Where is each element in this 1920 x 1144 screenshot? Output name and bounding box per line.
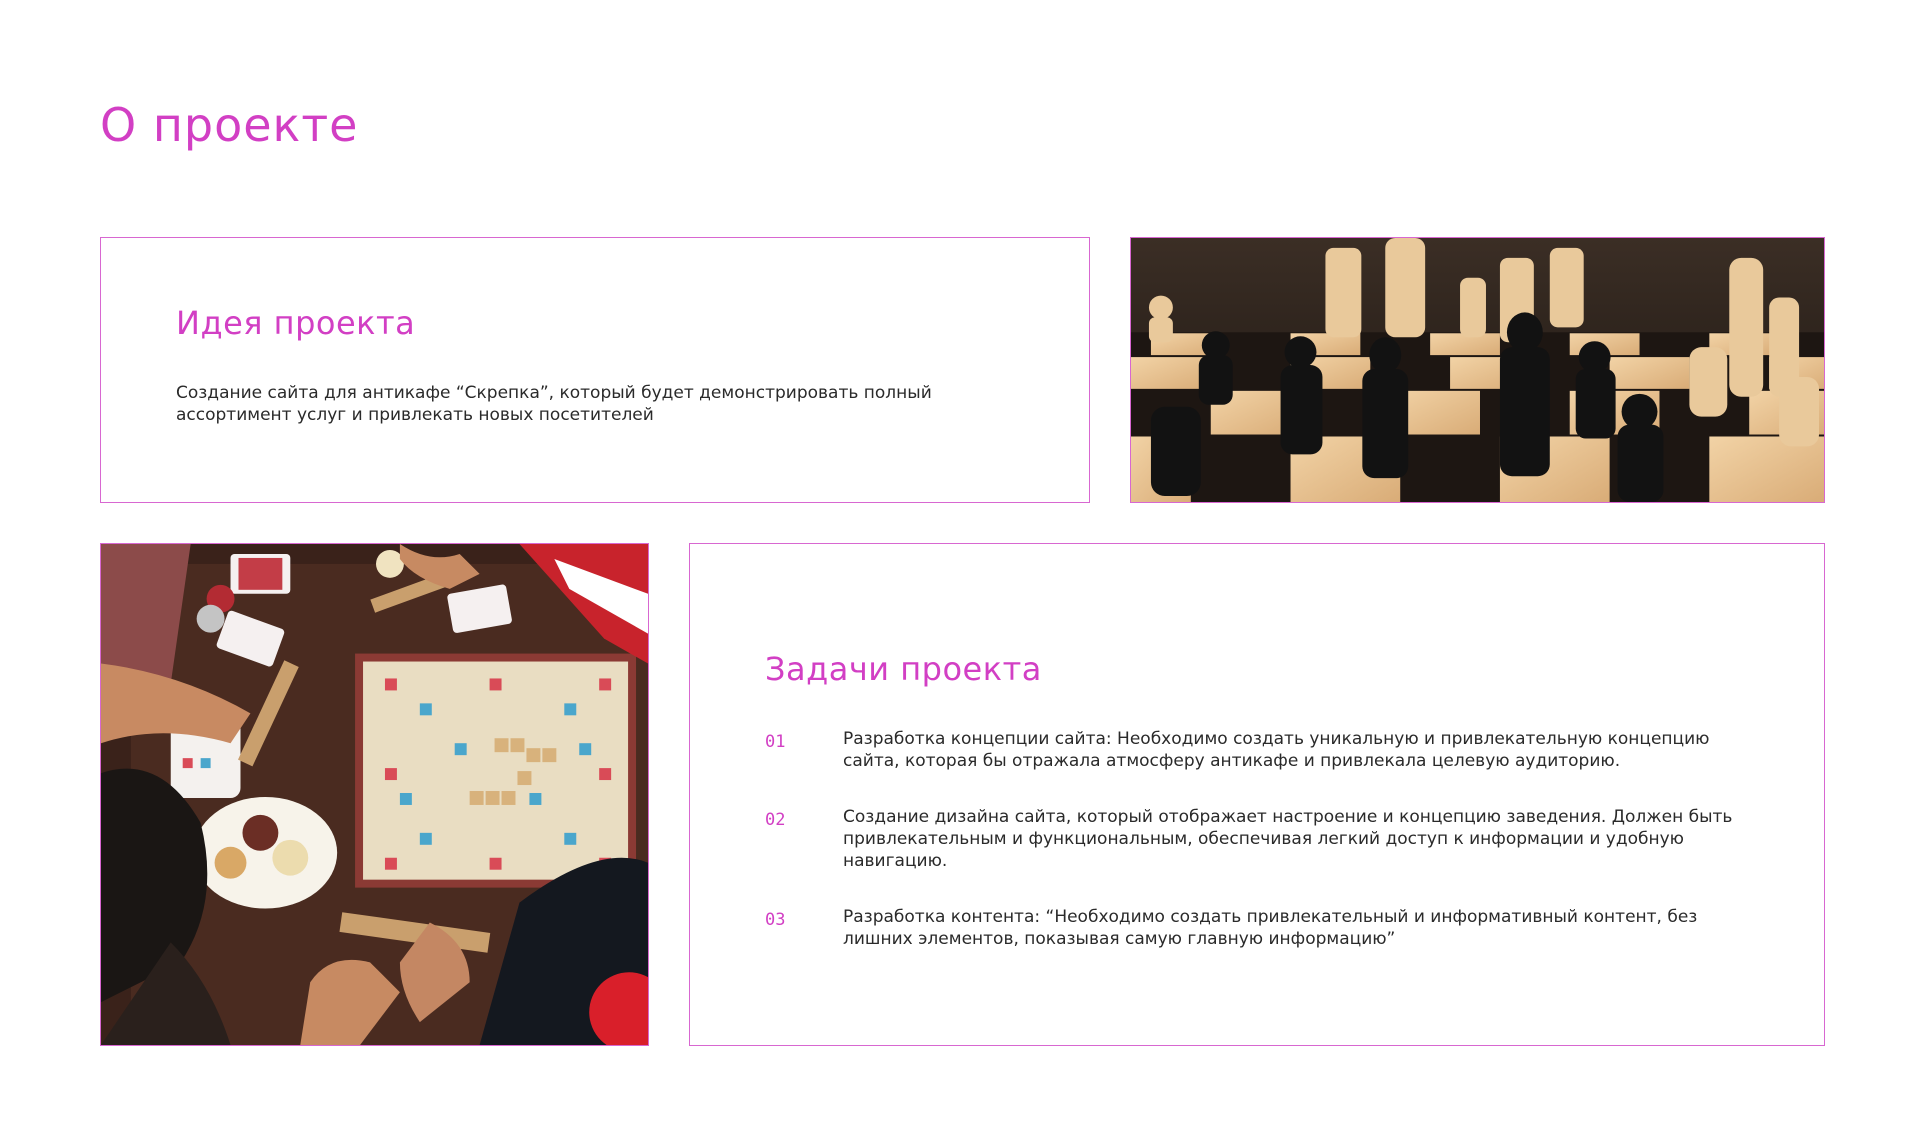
task-number: 03: [765, 910, 786, 930]
task-text: Разработка контента: “Необходимо создать привлекательный и информативный контент, без лишних элементов, показывая самую главную информацию”: [843, 907, 1698, 949]
project-idea-heading: Идея проекта: [176, 304, 416, 342]
chess-photo: [1130, 237, 1825, 503]
board-games-photo: [100, 543, 649, 1046]
task-text: Создание дизайна сайта, который отображает настроение и концепцию заведения. Должен быть привлекательным и функциональным, обеспечивая легкий доступ к информации и удобную навигацию.: [843, 807, 1733, 871]
project-tasks-heading: Задачи проекта: [765, 650, 1042, 688]
project-tasks-card: [689, 543, 1825, 1046]
task-number: 02: [765, 810, 786, 830]
project-idea-card: [100, 237, 1090, 503]
project-idea-text: Создание сайта для антикафе “Скрепка”, который будет демонстрировать полный ассортимент услуг и привлекать новых посетителей: [176, 383, 932, 425]
page-title: О проекте: [100, 98, 359, 152]
task-text: Разработка концепции сайта: Необходимо создать уникальную и привлекательную концепцию сайта, которая бы отражала атмосферу антикафе и привлекала целевую аудиторию.: [843, 729, 1710, 771]
task-number: 01: [765, 732, 786, 752]
